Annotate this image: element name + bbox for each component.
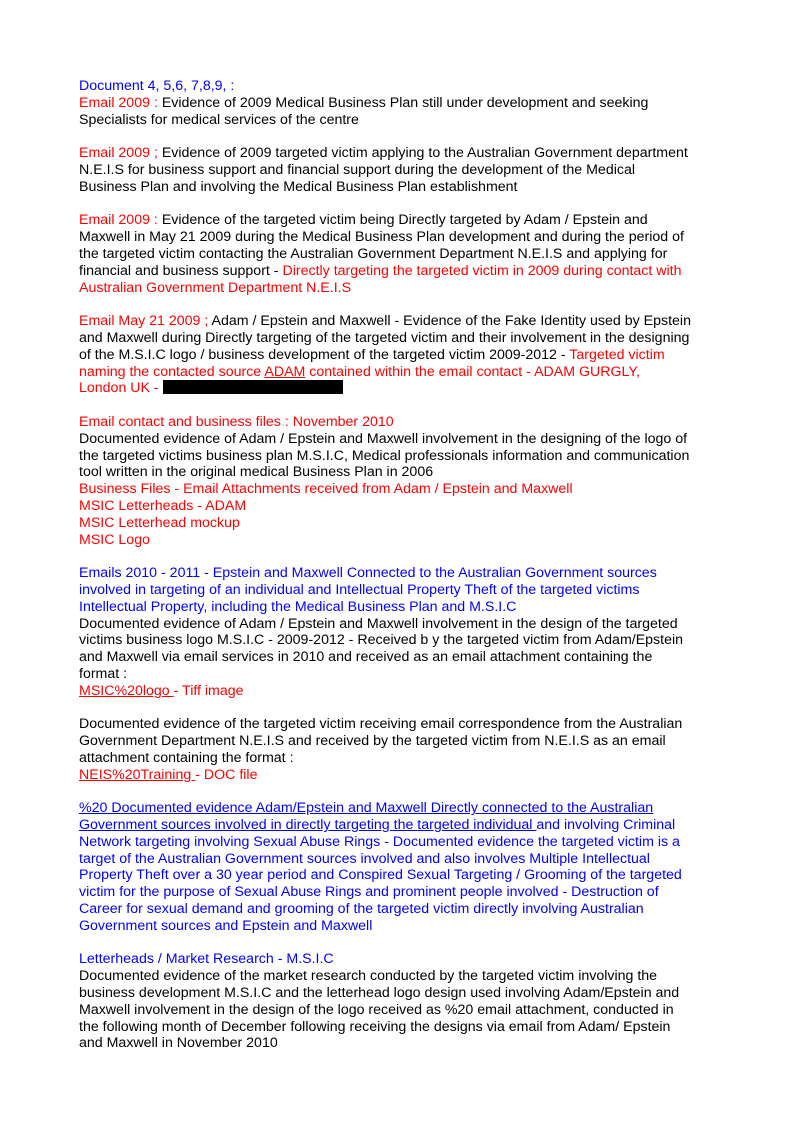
email-highlight: Australian Government Department N.E.I.S [79, 279, 352, 296]
email-label: Email 2009 : [79, 94, 162, 111]
email-entry-line [79, 263, 719, 280]
neis-body-line: attachment containing the format : [79, 749, 294, 766]
email-entry-line [79, 112, 719, 129]
neis-training-type: - DOC file [195, 766, 258, 783]
emails-heading-line: Intellectual Property, including the Medical Business Plan and M.S.I.C [79, 598, 517, 615]
email-highlight: Directly targeting the targeted victim in 2009 during contact with [282, 262, 682, 279]
adam-link[interactable]: ADAM [264, 363, 306, 380]
emails-heading-line: Emails 2010 - 2011 - Epstein and Maxwell Connected to the Australian Government sources [79, 565, 657, 582]
files-item: MSIC Logo [79, 531, 150, 548]
email-entry-line [79, 179, 719, 196]
email-label: Email 2009 ; [79, 145, 162, 162]
email-text: Evidence of the targeted victim being Directly targeted by Adam / Epstein and [161, 212, 648, 229]
emails-body-line: Documented evidence of Adam / Epstein and Maxwell involvement in the design of the targeted [79, 615, 678, 632]
evidence-line: Career for sexual demand and grooming of the targeted victim directly involving Australian [79, 901, 644, 918]
email-entry-line [79, 212, 719, 229]
letterheads-body-line: the following month of December following receiving the designs via email from Adam/ Epstein [79, 1018, 671, 1035]
email-entry-line [79, 313, 719, 330]
email-entry [79, 212, 719, 296]
neis-training-line [79, 767, 719, 784]
document-page [79, 78, 719, 1069]
evidence-line: victim for the purpose of Sexual Abuse Rings and prominent people involved - Destruction of [79, 884, 659, 901]
evidence-section [79, 800, 719, 934]
email-entry-line [79, 280, 719, 297]
email-text: Evidence of 2009 Medical Business Plan still under development and seeking [161, 94, 649, 111]
neis-training-link[interactable]: NEIS%20Training [79, 766, 196, 783]
emails-body-line: victims business logo M.S.I.C - 2009-2012 - Received b y the targeted victim from Adam/Epstein [79, 632, 684, 649]
email-label: Email May 21 2009 ; [79, 313, 212, 330]
email-entry-line [79, 229, 719, 246]
evidence-link[interactable]: %20 Documented evidence Adam/Epstein and Maxwell Directly connected to the Australian [79, 800, 654, 817]
email-entry [79, 95, 719, 129]
letterheads-body-line: Maxwell involvement in the design of the logo received as %20 email attachment, conducted in [79, 1001, 674, 1018]
files-body-line: Documented evidence of Adam / Epstein and Maxwell involvement in the designing of the logo of [79, 430, 688, 447]
email-text: Evidence of 2009 targeted victim applying to the Australian Government department [161, 145, 688, 162]
email-entry-line [79, 246, 719, 263]
files-section [79, 414, 719, 548]
email-text: financial and business support - [79, 262, 283, 279]
files-heading: Email contact and business files : November 2010 [79, 413, 394, 430]
evidence-line [79, 817, 719, 834]
email-entry [79, 313, 719, 397]
emails-body-line: and Maxwell via email services in 2010 and received as an email attachment containing the [79, 649, 653, 666]
email-highlight: contained within the email contact - ADAM GURGLY, [305, 363, 640, 380]
email-entry-line [79, 347, 719, 364]
letterheads-heading: Letterheads / Market Research - M.S.I.C [79, 951, 334, 968]
email-text: Business Plan and involving the Medical Business Plan establishment [79, 178, 518, 195]
email-text: N.E.I.S for business support and financial support during the development of the Medical [79, 161, 636, 178]
evidence-link-continued[interactable]: Government sources involved in directly targeting the targeted individual [79, 817, 537, 834]
msic-logo-link[interactable]: MSIC%20logo [79, 682, 174, 699]
files-item: Business Files - Email Attachments received from Adam / Epstein and Maxwell [79, 481, 573, 498]
evidence-line: Property Theft over a 30 year period and Conspired Sexual Targeting / Grooming of the targeted [79, 867, 682, 884]
emails-section [79, 565, 719, 699]
email-label: Email 2009 : [79, 212, 162, 229]
email-text: of the M.S.I.C logo / business development of the targeted victim 2009-2012 - [79, 346, 570, 363]
emails-body-line: format : [79, 665, 128, 682]
email-text: Maxwell in May 21 2009 during the Medical Business Plan development and during the period of [79, 229, 684, 246]
letterheads-body-line: and Maxwell in November 2010 [79, 1035, 278, 1052]
email-highlight: Targeted victim [569, 346, 665, 363]
files-body-line: tool written in the original medical Business Plan in 2006 [79, 464, 434, 481]
msic-logo-type: - Tiff image [173, 682, 244, 699]
email-highlight: London UK - [79, 380, 163, 397]
neis-body-line: Government Department N.E.I.S and received by the targeted victim from N.E.I.S as an email [79, 733, 666, 750]
email-text: the targeted victim contacting the Australian Government Department N.E.I.S and applying for [79, 245, 668, 262]
email-text: Adam / Epstein and Maxwell - Evidence of the Fake Identity used by Epstein [211, 313, 691, 330]
email-entry-line [79, 364, 719, 381]
neis-section [79, 716, 719, 783]
email-entry-line [79, 380, 719, 397]
email-text: Specialists for medical services of the centre [79, 111, 359, 128]
email-entry-line [79, 95, 719, 112]
files-body-line: the targeted victims business plan M.S.I.C, Medical professionals information and communication [79, 447, 690, 464]
evidence-line: Government sources and Epstein and Maxwell [79, 917, 373, 934]
email-highlight: naming the contacted source [79, 363, 265, 380]
letterheads-body-line: business development M.S.I.C and the letterhead logo design used involving Adam/Epstein and [79, 985, 680, 1002]
evidence-line-rest: and involving Criminal [536, 817, 676, 834]
evidence-line: target of the Australian Government sources involved and also involves Multiple Intellectual [79, 850, 650, 867]
emails-heading-line: involved in targeting of an individual and Intellectual Property Theft of the targeted victims [79, 581, 640, 598]
email-entry-line [79, 162, 719, 179]
email-blocks [79, 95, 719, 397]
msic-logo-line [79, 683, 719, 700]
files-item: MSIC Letterheads - ADAM [79, 497, 247, 514]
neis-body-line: Documented evidence of the targeted victim receiving email correspondence from the Australian [79, 716, 683, 733]
email-text: and Maxwell during Directly targeting of the targeted victim and their involvement in the designing [79, 329, 690, 346]
document-header: Document 4, 5,6, 7,8,9, : [79, 78, 235, 94]
email-entry [79, 145, 719, 195]
letterheads-body-line: Documented evidence of the market research conducted by the targeted victim involving the [79, 968, 658, 985]
files-item: MSIC Letterhead mockup [79, 514, 240, 531]
email-entry-line [79, 145, 719, 162]
evidence-line: Network targeting involving Sexual Abuse Rings - Documented evidence the targeted victim is a [79, 833, 680, 850]
letterheads-section [79, 951, 719, 1052]
redaction-bar [163, 380, 343, 394]
email-entry-line [79, 330, 719, 347]
